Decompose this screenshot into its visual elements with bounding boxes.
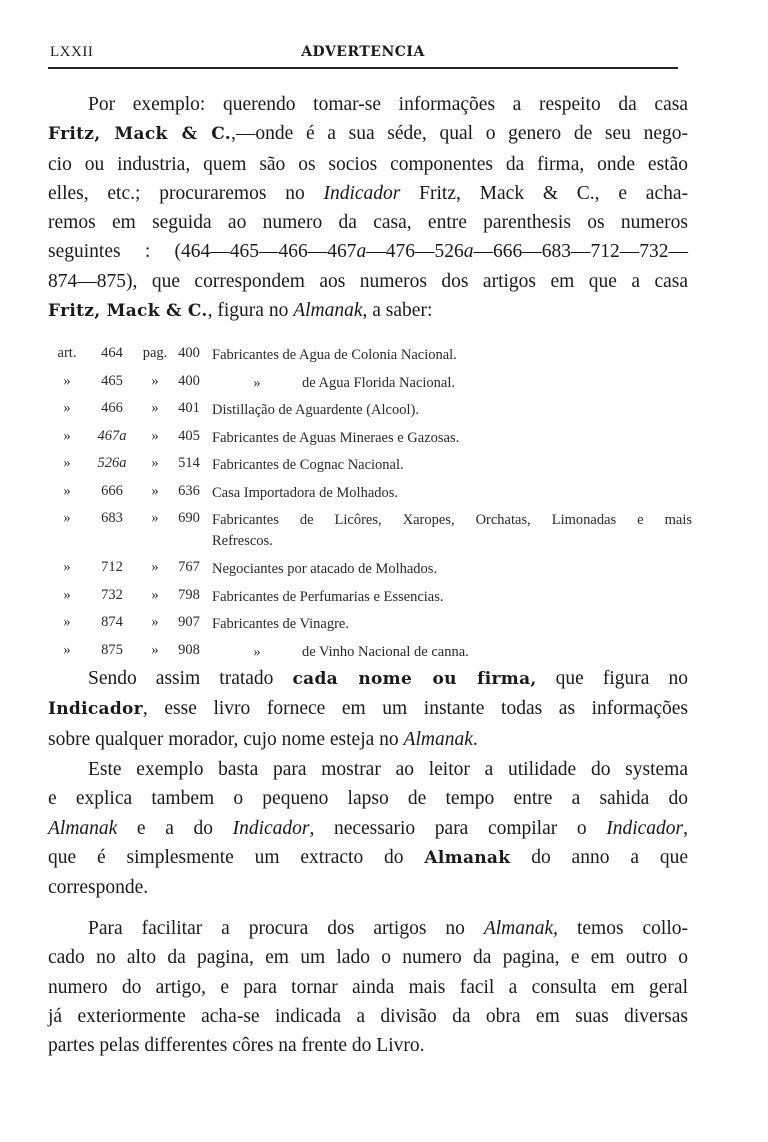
table-row: » 874 » 907 Fabricantes de Vinagre. xyxy=(63,614,349,632)
text-line: cado no alto da pagina, em um lado o numero da pagina, e em outro o xyxy=(48,947,688,969)
text-line: partes pelas differentes côres na frente do Livro. xyxy=(48,1035,425,1057)
paragraph-navigation xyxy=(48,914,688,1060)
table-row: » 712 » 767 Negociantes por atacado de Molhados. xyxy=(63,559,438,577)
text-line: e explica tambem o pequeno lapso de tempo entre a sahida do xyxy=(48,788,688,810)
article-index-table xyxy=(48,345,698,669)
page-header xyxy=(48,44,678,68)
table-row: » 466 » 401 Distillação de Aguardente (Alcool). xyxy=(63,400,419,418)
table-row: » 683 » 690 Fabricantes de Licôres, Xaropes, Orchatas, Limonadas e mais Refrescos. xyxy=(63,510,692,549)
text-line: 874—875), que correspondem aos numeros dos artigos em que a casa xyxy=(48,270,688,292)
text-line: Fritz, Mack & C.,—onde é a sua séde, qual o genero de seu nego- xyxy=(48,123,688,145)
table-row: art. 464 pag. 400 Fabricantes de Agua de Colonia Nacional. xyxy=(57,345,457,363)
table-row: » 467a » 405 Fabricantes de Aguas Mineraes e Gazosas. xyxy=(63,427,460,446)
text-line: Por exemplo: querendo tomar-se informações a respeito da casa xyxy=(88,94,688,115)
text-line: corresponde. xyxy=(48,877,149,899)
table-row: » 526a » 514 Fabricantes de Cognac Nacional. xyxy=(63,455,404,473)
table-row: » 465 » 400 » de Agua Florida Nacional. xyxy=(63,372,456,391)
table-row: » 875 » 908 » de Vinho Nacional de canna. xyxy=(63,641,469,660)
text-line: Este exemplo basta para mostrar ao leitor a utilidade do systema xyxy=(88,759,688,780)
paragraph-firm-lookup xyxy=(48,664,688,754)
text-line: elles, etc.; procuraremos no Indicador Fritz, Mack & C., e acha- xyxy=(48,182,688,204)
text-line: que é simplesmente um extracto do Almanak do anno a que xyxy=(48,846,688,868)
header-rule xyxy=(48,67,678,69)
running-title: ADVERTENCIA xyxy=(301,44,425,60)
page-number: LXXII xyxy=(50,44,94,60)
text-line: seguintes : (464—465—466—467a—476—526a—666—683—712—732— xyxy=(48,241,688,263)
paragraph-utility xyxy=(48,755,688,902)
text-line: sobre qualquer morador, cujo nome esteja no Almanak. xyxy=(48,728,478,750)
table-row: » 666 » 636 Casa Importadora de Molhados. xyxy=(63,482,399,501)
firm-name: Fritz, Mack & C. xyxy=(48,124,232,145)
text-line: remos em seguida ao numero da casa, entre parenthesis os numeros xyxy=(48,212,688,234)
text-line: Para facilitar a procura dos artigos no Almanak, temos collo- xyxy=(88,918,688,939)
text-line: Fritz, Mack & C., figura no Almanak, a saber: xyxy=(48,300,433,322)
text-line: Almanak e a do Indicador, necessario para compilar o Indicador, xyxy=(48,817,688,839)
text-line: já exteriormente acha-se indicada a divisão da obra em suas diversas xyxy=(48,1005,688,1027)
firm-name: Fritz, Mack & C. xyxy=(48,301,208,322)
paragraph-example xyxy=(48,90,688,326)
text-line: numero do artigo, e para tornar ainda mais facil a consulta em geral xyxy=(48,976,688,998)
text-line: cio ou industria, quem são os socios componentes da firma, onde estão xyxy=(48,153,688,175)
text-line: Indicador, esse livro fornece em um instante todas as informações xyxy=(48,698,688,720)
table-row: » 732 » 798 Fabricantes de Perfumarias e Essencias. xyxy=(63,586,444,605)
text-line: Sendo assim tratado cada nome ou firma, que figura no xyxy=(88,668,688,689)
